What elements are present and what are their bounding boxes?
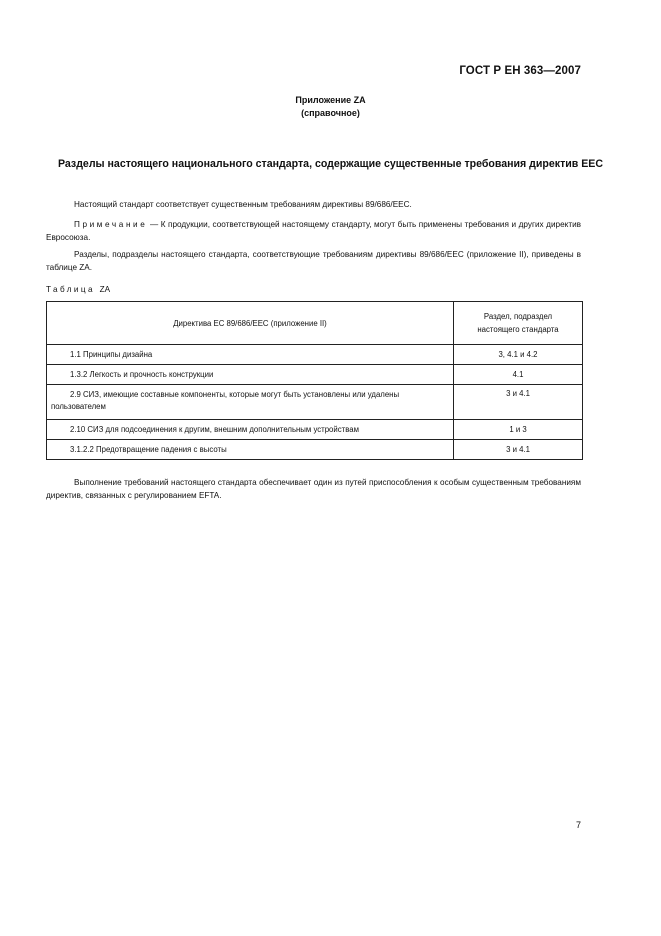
header-section <box>454 302 583 345</box>
directive-cell: 1.1 Принципы дизайна <box>47 345 454 365</box>
directive-cell: 3.1.2.2 Предотвращение падения с высоты <box>47 440 454 460</box>
document-code-header: ГОСТ Р ЕН 363—2007 <box>459 65 581 77</box>
table-za <box>46 301 583 460</box>
paragraph-efta <box>46 477 581 502</box>
paragraph-compliance-text: Настоящий стандарт соответствует существенным требованиям директивы 89/686/ЕЕС. <box>74 200 412 209</box>
annex-title: Приложение ZA <box>295 95 366 105</box>
header-section-line2: настоящего стандарта <box>477 325 559 334</box>
section-cell: 3 и 4.1 <box>454 385 583 420</box>
directive-cell-text: 2.9 СИЗ, имеющие составные компоненты, которые могут быть установлены или удалены пользователем <box>51 390 400 411</box>
table-caption <box>46 285 110 294</box>
table-caption-label: Таблица <box>46 285 95 294</box>
paragraph-sections-text: Разделы, подразделы настоящего стандарта, соответствующие требованиям директивы 89/686/ЕЕС (приложение II), приведены в таблице ZA. <box>46 250 581 272</box>
note-text: — К продукции, соответствующей настоящему стандарту, могут быть применены требования и других директив Евросоюза. <box>46 220 581 242</box>
table-row <box>47 440 583 460</box>
directive-cell: 2.10 СИЗ для подсоединения к другим, внешним дополнительным устройствам <box>47 420 454 440</box>
header-section-line1: Раздел, подраздел <box>483 312 553 321</box>
page-number: 7 <box>576 820 582 830</box>
table-row <box>47 385 583 420</box>
table-header-row <box>47 302 583 345</box>
paragraph-sections <box>46 249 581 274</box>
note-label: Примечание <box>74 220 148 229</box>
section-cell: 1 и 3 <box>454 420 583 440</box>
directive-cell: 1.3.2 Легкость и прочность конструкции <box>47 365 454 385</box>
annex-heading <box>0 94 661 120</box>
table-row <box>47 345 583 365</box>
section-title: Разделы настоящего национального стандарта, содержащие существенные требования директив ЕЕС <box>57 158 604 170</box>
header-directive: Директива ЕС 89/686/ЕЕС (приложение II) <box>47 302 454 345</box>
paragraph-compliance <box>46 199 581 212</box>
paragraph-note <box>46 219 581 244</box>
section-cell: 4.1 <box>454 365 583 385</box>
table-row <box>47 365 583 385</box>
directive-cell <box>47 385 454 420</box>
section-cell: 3, 4.1 и 4.2 <box>454 345 583 365</box>
table-row <box>47 420 583 440</box>
paragraph-efta-text: Выполнение требований настоящего стандарта обеспечивает один из путей приспособления к особым существенным требованиям директив, связанных с регулированием EFTA. <box>46 478 581 500</box>
section-cell: 3 и 4.1 <box>454 440 583 460</box>
annex-subtitle: (справочное) <box>301 108 360 118</box>
table-caption-code: ZA <box>99 285 111 294</box>
